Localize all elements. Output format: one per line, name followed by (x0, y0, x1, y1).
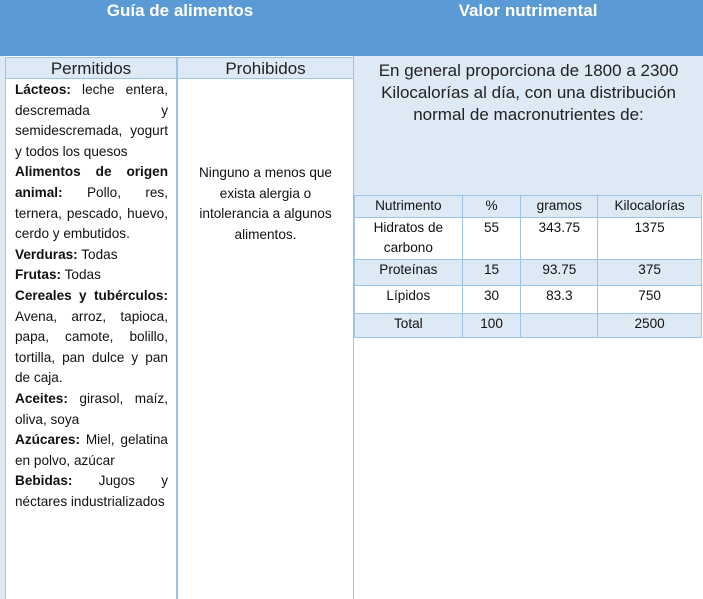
header-nutritional-value: Valor nutrimental (458, 1, 598, 20)
cell: 83.3 (521, 285, 598, 313)
cell: 343.75 (521, 217, 598, 259)
prohibited-cell (177, 79, 354, 599)
permitted-item: Cereales y tubérculos: Avena, arroz, tapioca, papa, camote, bolillo, tortilla, pan dulce y pan de caja. (15, 287, 168, 386)
cell (521, 313, 598, 337)
cell: Hidratos de carbono (355, 217, 463, 259)
cell: 15 (462, 259, 521, 285)
permitted-item: Alimentos de origen animal: Pollo, res, ternera, pescado, huevo, cerdo y embutidos. (15, 164, 168, 242)
permitted-list (5, 79, 177, 599)
macronutrient-table (354, 195, 702, 338)
permitted-item: Verduras: Todas (15, 246, 118, 262)
header-food-guide: Guía de alimentos (106, 1, 254, 20)
prohibited-header: Prohibidos (177, 57, 354, 79)
permitted-item: Bebidas: Jugos y néctares industrializados (15, 473, 168, 509)
header-bar (0, 0, 703, 56)
cell: Proteínas (355, 259, 463, 285)
permitted-item: Aceites: girasol, maíz, oliva, soya (15, 390, 168, 427)
cell: 1375 (598, 217, 702, 259)
col-percent: % (462, 196, 521, 218)
permitted-header: Permitidos (5, 57, 177, 79)
cell: 55 (462, 217, 521, 259)
cell: 100 (462, 313, 521, 337)
nutrition-panel (353, 56, 703, 599)
col-kcal: Kilocalorías (598, 196, 702, 218)
table-header-row (355, 196, 702, 218)
cell: 375 (598, 259, 702, 285)
permitted-item: Frutas: Todas (15, 267, 101, 283)
permitted-item: Azúcares: Miel, gelatina en polvo, azúcar (15, 432, 168, 468)
cell: 93.75 (521, 259, 598, 285)
permitted-item: Lácteos: leche entera, descremada y semidescremada, yogurt y todos los quesos (15, 82, 168, 159)
cell: 30 (462, 285, 521, 313)
cell: Total (355, 313, 463, 337)
cell: Lípidos (355, 285, 463, 313)
cell: 2500 (598, 313, 702, 337)
col-grams: gramos (521, 196, 598, 218)
cell: 750 (598, 285, 702, 313)
prohibited-text: Ninguno a menos que exista alergia o intolerancia a algunos alimentos. (198, 165, 332, 242)
table-row (355, 285, 702, 313)
col-nutrient: Nutrimento (355, 196, 463, 218)
table-row (355, 259, 702, 285)
table-total-row (355, 313, 702, 337)
nutrition-intro: En general proporciona de 1800 a 2300 Kilocalorías al día, con una distribución normal de macronutrientes de: (354, 56, 703, 195)
table-row (355, 217, 702, 259)
